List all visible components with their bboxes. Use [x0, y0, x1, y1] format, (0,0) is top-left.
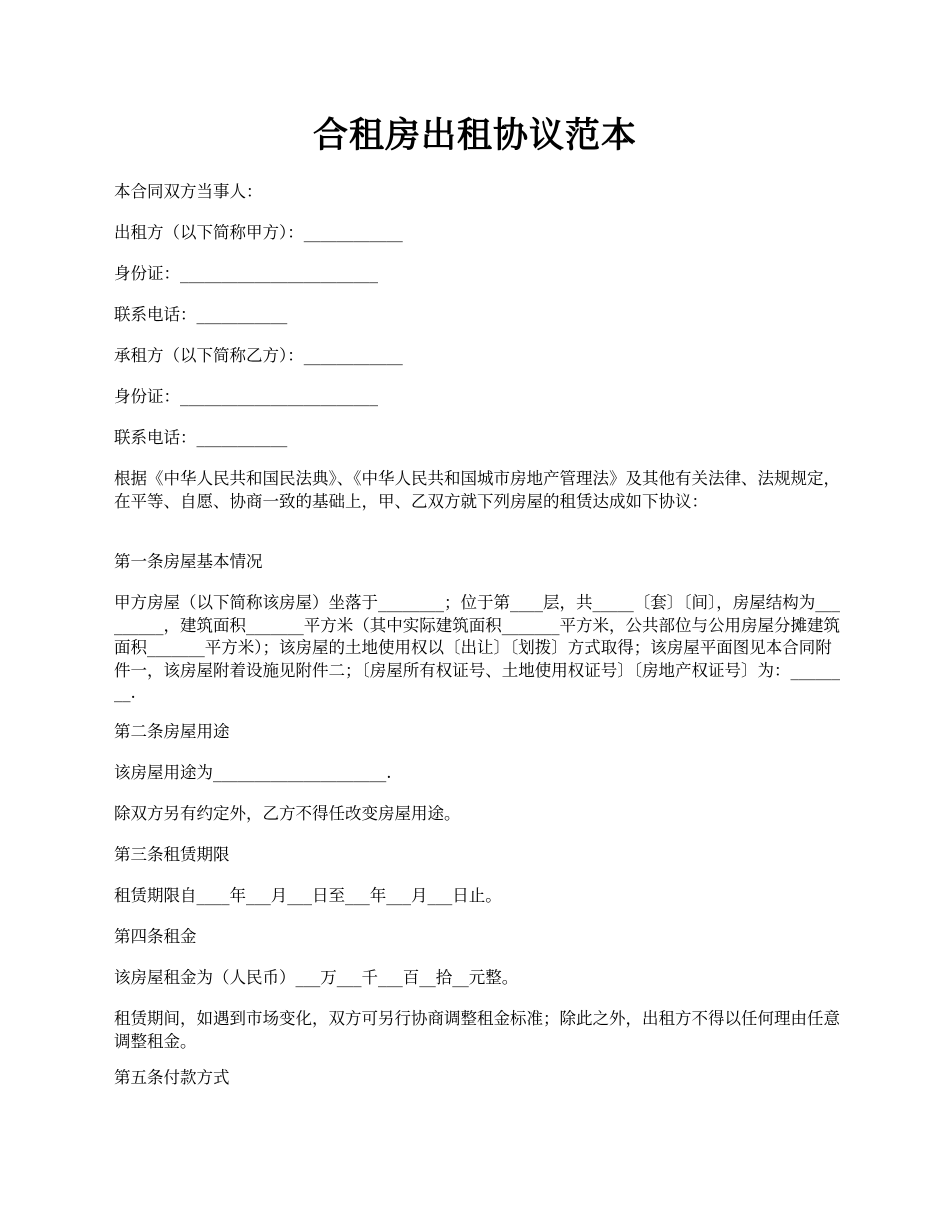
article-2-heading: 第二条房屋用途: [114, 722, 230, 741]
document-title: 合租房出租协议范本: [312, 115, 637, 156]
article-2-restriction: 除双方另有约定外，乙方不得任改变房屋用途。: [114, 804, 461, 823]
lessor-phone-line: 联系电话：___________: [114, 305, 288, 324]
article-1-heading: 第一条房屋基本情况: [114, 552, 263, 571]
lessor-name-line: 出租方（以下简称甲方）：____________: [114, 223, 403, 242]
article-4-heading: 第四条租金: [114, 927, 197, 946]
article-4-rent-line: 该房屋租金为（人民币）___万___千___百__拾__元整。: [114, 968, 519, 987]
article-3-heading: 第三条租赁期限: [114, 845, 230, 864]
lessee-id-line: 身份证：________________________: [114, 387, 378, 406]
article-5-heading: 第五条付款方式: [114, 1068, 230, 1087]
lessee-name-line: 承租方（以下简称乙方）：____________: [114, 346, 403, 365]
article-4-adjustment: 租赁期间，如遇到市场变化，双方可另行协商调整租金标准；除此之外，出租方不得以任何理由任意调整租金。: [114, 1009, 840, 1051]
lessee-phone-line: 联系电话：___________: [114, 428, 288, 447]
article-2-usage-line: 该房屋用途为_____________________.: [114, 763, 392, 782]
article-3-term-line: 租赁期限自____年___月___日至___年___月___日止。: [114, 886, 502, 905]
legal-basis-paragraph: 根据《中华人民共和国民法典》、《中华人民共和国城市房地产管理法》及其他有关法律、法规规定，在平等、自愿、协商一致的基础上，甲、乙双方就下列房屋的租赁达成如下协议：: [114, 469, 840, 511]
lessor-id-line: 身份证：________________________: [114, 264, 378, 283]
article-1-body: 甲方房屋（以下简称该房屋）坐落于________；位于第____层，共_____〔套〕〔间〕，房屋结构为_________，建筑面积_______平方米（其中实际建筑面积_______平方米，公共部位与公用房屋分摊建筑面积_______平方米）；该房屋的土地使用权以〔出让〕〔划拨〕方式取得；该房屋平面图见本合同附件一，该房屋附着设施见附件二；〔房屋所有权证号、土地使用权证号〕〔房地产权证号〕为：________.: [114, 593, 840, 702]
parties-intro: 本合同双方当事人：: [114, 182, 263, 201]
